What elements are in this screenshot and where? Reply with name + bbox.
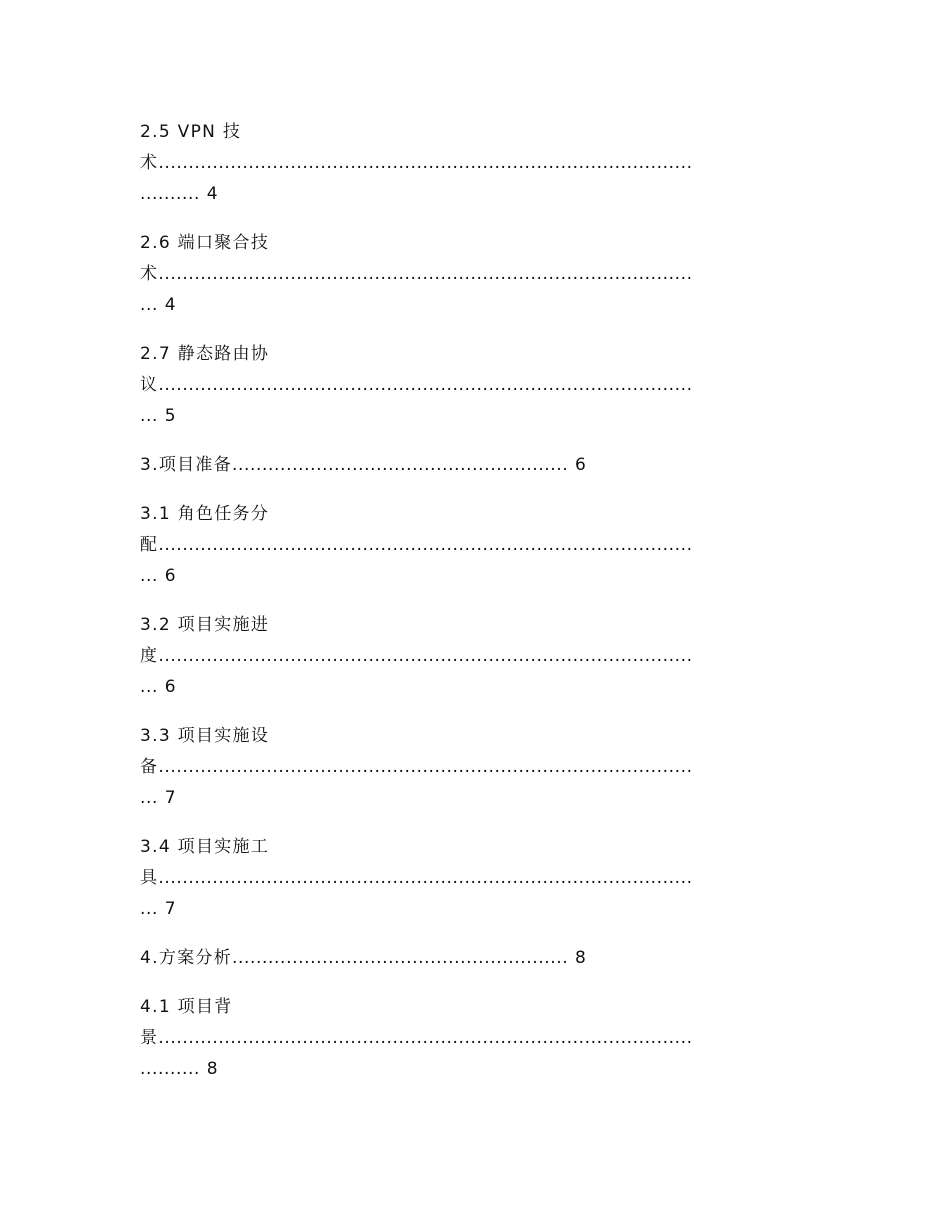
dot-leader-tail: ... xyxy=(140,566,159,586)
toc-entry-title-end: 议 xyxy=(140,375,159,395)
dot-leader: ......................................................................................... xyxy=(158,153,693,173)
toc-entry-3[interactable] xyxy=(140,450,810,481)
toc-entry-4-1[interactable] xyxy=(140,992,810,1085)
dot-leader-tail: .......... xyxy=(140,184,201,204)
toc-entry-3-3[interactable] xyxy=(140,721,810,814)
dot-leader: ........................................................ xyxy=(232,948,569,968)
toc-entry-continuation xyxy=(140,752,810,783)
toc-page-number: 8 xyxy=(206,1059,218,1079)
toc-entry-continuation xyxy=(140,641,810,672)
toc-entry-line xyxy=(140,450,810,481)
toc-entry-title-end: 具 xyxy=(140,868,159,888)
toc-entry-3-2[interactable] xyxy=(140,610,810,703)
toc-entry-title-end: 度 xyxy=(140,646,159,666)
table-of-contents xyxy=(140,117,810,1103)
toc-entry-title: 3.1 角色任务分 xyxy=(140,504,270,524)
toc-entry-title: 3.3 项目实施设 xyxy=(140,726,270,746)
toc-entry-title-end: 景 xyxy=(140,1028,159,1048)
toc-page-number: 7 xyxy=(164,899,176,919)
toc-page-number: 5 xyxy=(164,406,176,426)
toc-entry-page-line xyxy=(140,672,810,703)
dot-leader: ......................................................................................... xyxy=(158,646,693,666)
toc-entry-page-line xyxy=(140,894,810,925)
toc-entry-continuation xyxy=(140,1023,810,1054)
toc-entry-title: 4.方案分析 xyxy=(140,948,233,968)
toc-entry-title-end: 术 xyxy=(140,264,159,284)
toc-entry-3-1[interactable] xyxy=(140,499,810,592)
toc-entry-page-line xyxy=(140,179,810,210)
toc-entry-title: 3.2 项目实施进 xyxy=(140,615,270,635)
dot-leader: ......................................................................................... xyxy=(158,1028,693,1048)
toc-entry-page-line xyxy=(140,1054,810,1085)
toc-page-number: 8 xyxy=(574,948,586,968)
toc-entry-continuation xyxy=(140,530,810,561)
toc-entry-page-line xyxy=(140,290,810,321)
toc-entry-2-7[interactable] xyxy=(140,339,810,432)
dot-leader: ......................................................................................... xyxy=(158,535,693,555)
dot-leader: ......................................................................................... xyxy=(158,757,693,777)
toc-entry-4[interactable] xyxy=(140,943,810,974)
dot-leader-tail: ... xyxy=(140,406,159,426)
dot-leader-tail: ... xyxy=(140,677,159,697)
toc-entry-page-line xyxy=(140,401,810,432)
dot-leader-tail: ... xyxy=(140,295,159,315)
dot-leader: ......................................................................................... xyxy=(158,375,693,395)
toc-entry-title-end: 配 xyxy=(140,535,159,555)
toc-entry-title: 3.4 项目实施工 xyxy=(140,837,270,857)
toc-entry-title: 2.5 VPN 技 xyxy=(140,122,242,142)
toc-entry-continuation xyxy=(140,259,810,290)
toc-page-number: 6 xyxy=(164,677,176,697)
dot-leader: ........................................................ xyxy=(232,455,569,475)
dot-leader-tail: ... xyxy=(140,788,159,808)
toc-page-number: 4 xyxy=(206,184,218,204)
toc-entry-title: 3.项目准备 xyxy=(140,455,233,475)
toc-entry-title: 2.6 端口聚合技 xyxy=(140,233,270,253)
toc-entry-continuation xyxy=(140,863,810,894)
toc-entry-title-end: 备 xyxy=(140,757,159,777)
toc-page-number: 6 xyxy=(574,455,586,475)
toc-entry-continuation xyxy=(140,148,810,179)
toc-entry-2-6[interactable] xyxy=(140,228,810,321)
dot-leader-tail: .......... xyxy=(140,1059,201,1079)
toc-entry-title-end: 术 xyxy=(140,153,159,173)
toc-entry-continuation xyxy=(140,370,810,401)
toc-entry-title: 4.1 项目背 xyxy=(140,997,233,1017)
dot-leader: ......................................................................................... xyxy=(158,264,693,284)
dot-leader-tail: ... xyxy=(140,899,159,919)
toc-entry-line xyxy=(140,943,810,974)
toc-entry-3-4[interactable] xyxy=(140,832,810,925)
toc-page-number: 7 xyxy=(164,788,176,808)
toc-entry-2-5[interactable] xyxy=(140,117,810,210)
toc-entry-page-line xyxy=(140,561,810,592)
toc-page-number: 6 xyxy=(164,566,176,586)
toc-entry-page-line xyxy=(140,783,810,814)
dot-leader: ......................................................................................... xyxy=(158,868,693,888)
toc-entry-title: 2.7 静态路由协 xyxy=(140,344,270,364)
toc-page-number: 4 xyxy=(164,295,176,315)
